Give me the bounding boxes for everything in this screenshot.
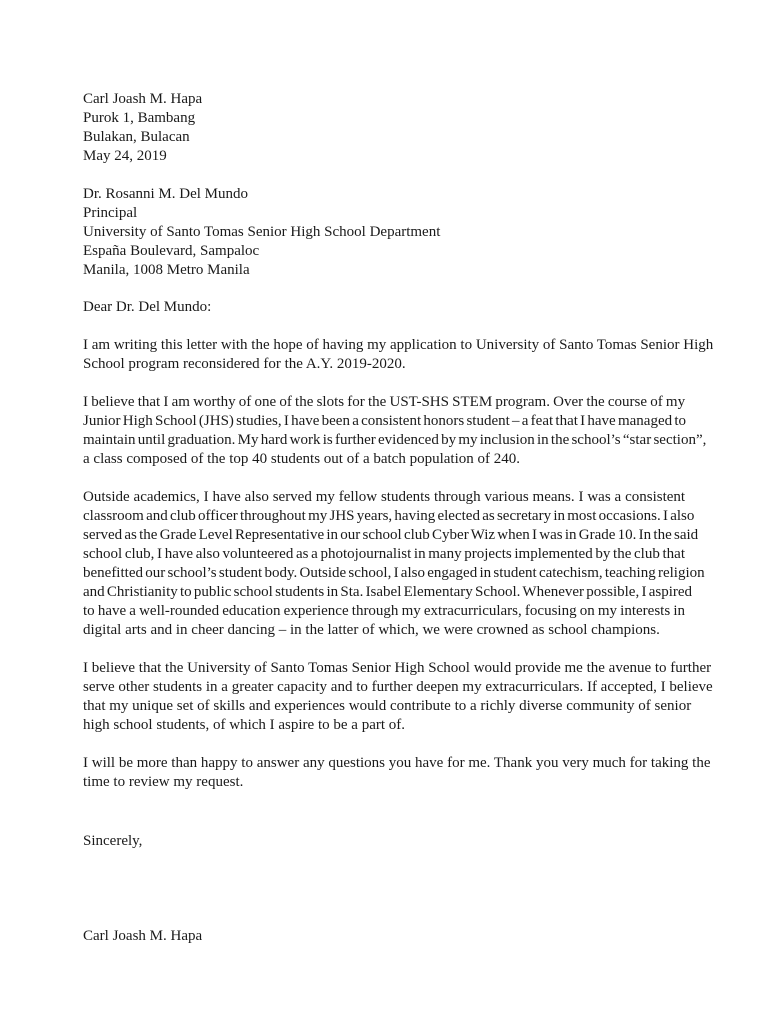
body-line: benefitted our school’s student body. Outside school, I also engaged in student catechism, teaching religion bbox=[83, 565, 705, 581]
body-line: serve other students in a greater capacity and to further deepen my extracurriculars. If accepted, I believe bbox=[83, 679, 713, 695]
body-line: Outside academics, I have also served my fellow students through various means. I was a consistent bbox=[83, 489, 686, 505]
body-line: school club, I have also volunteered as a photojournalist in many projects implemented by the club that bbox=[83, 546, 685, 562]
body-line: that my unique set of skills and experiences would contribute to a richly diverse community of senior bbox=[83, 698, 692, 714]
sender-line: Bulakan, Bulacan bbox=[83, 129, 190, 145]
sender-line: May 24, 2019 bbox=[83, 148, 167, 164]
body-line: a class composed of the top 40 students out of a batch population of 240. bbox=[83, 451, 520, 467]
body-line: Junior High School (JHS) studies, I have been a consistent honors student – a feat that I have managed to bbox=[83, 413, 687, 429]
recipient-line: España Boulevard, Sampaloc bbox=[83, 243, 260, 259]
body-line: School program reconsidered for the A.Y. 2019-2020. bbox=[83, 356, 406, 372]
body-line: digital arts and in cheer dancing – in the latter of which, we were crowned as school champions. bbox=[83, 622, 660, 638]
sender-line: Carl Joash M. Hapa bbox=[83, 91, 203, 107]
body-line: I believe that the University of Santo Tomas Senior High School would provide me the avenue to further bbox=[83, 660, 712, 676]
body-line: maintain until graduation. My hard work is further evidenced by my inclusion in the school’s “star section”, bbox=[83, 432, 707, 448]
body-line: I am writing this letter with the hope of having my application to University of Santo Tomas Senior High bbox=[83, 337, 714, 353]
recipient-line: Principal bbox=[83, 205, 138, 221]
body-line: high school students, of which I aspire to be a part of. bbox=[83, 717, 406, 733]
body-line: and Christianity to public school students in Sta. Isabel Elementary School. Whenever possible, I aspired bbox=[83, 584, 693, 600]
body-line: time to review my request. bbox=[83, 774, 244, 790]
sender-line: Purok 1, Bambang bbox=[83, 110, 196, 126]
recipient-line: Dr. Rosanni M. Del Mundo bbox=[83, 186, 248, 202]
body-line: classroom and club officer throughout my JHS years, having elected as secretary in most occasions. I also bbox=[83, 508, 695, 524]
salutation: Dear Dr. Del Mundo: bbox=[83, 299, 212, 315]
body-line: to have a well-rounded education experience through my extracurriculars, focusing on my interests in bbox=[83, 603, 685, 619]
recipient-line: University of Santo Tomas Senior High School Department bbox=[83, 224, 441, 240]
body-line: served as the Grade Level Representative in our school club Cyber Wiz when I was in Grade 10. In the said bbox=[83, 527, 699, 543]
signature-name: Carl Joash M. Hapa bbox=[83, 928, 203, 944]
body-line: I believe that I am worthy of one of the slots for the UST-SHS STEM program. Over the course of my bbox=[83, 394, 686, 410]
recipient-line: Manila, 1008 Metro Manila bbox=[83, 262, 250, 278]
closing: Sincerely, bbox=[83, 833, 143, 849]
body-line: I will be more than happy to answer any questions you have for me. Thank you very much for taking the bbox=[83, 755, 711, 771]
